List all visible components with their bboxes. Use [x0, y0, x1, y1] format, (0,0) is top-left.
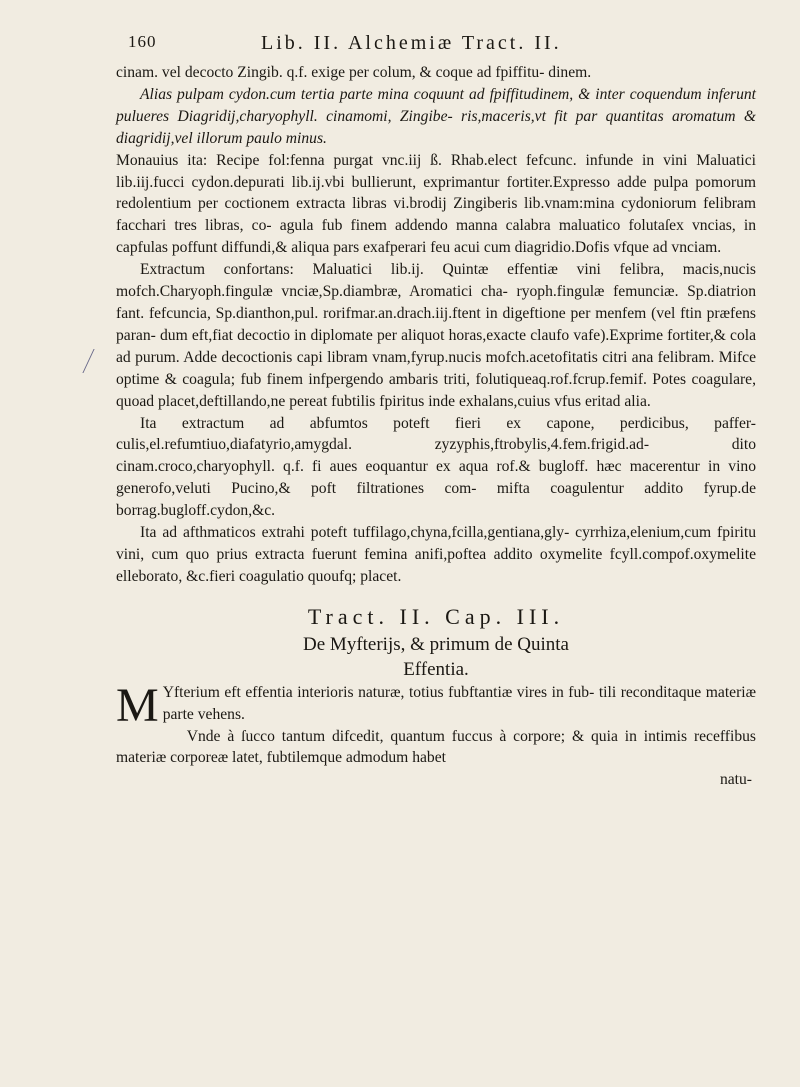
paragraph-mysterium-text: Yfterium eft effentia interioris naturæ, totius fubftantiæ vires in fub- tili reconditaque materiæ parte vehens. — [162, 683, 756, 723]
paragraph-extractum: Extractum confortans: Maluatici lib.ij. Quintæ effentiæ vini felibra, macis,nucis mofch.Charyoph.fingulæ vnciæ,Sp.diambræ, Aromatici cha- ryoph.fingulæ femunciæ. Sp.diatrion fant. fefcuncia, Sp.dianthon,pul. rorifmar.an.drach.iij.ftent in digeftione per menfem (vel ftin præfens paran- dum eft,fiat decoctio in diplomate per aliquot horas,exacte claufo vafe).Exprime fortiter,& cola ad purum. Adde decoctionis capi libram vnam,fyrup.nucis mofch.acetofitatis citri ana felibram. Mifce optime & coagula; fub finem infpergendo ambaris triti, folutiqueaq.rof.fcrup.femif. Potes coagulare, quoad placet,deftillando,ne pereat fubtilis fpiritus inde exhalans,cuius vfus eritad alia. — [116, 261, 756, 410]
paragraph-asthmaticos: Ita ad afthmaticos extrahi poteft tuffilago,chyna,fcilla,gentiana,gly- cyrrhiza,elenium,cum fpiritu vini, cum quo prius extracta fuerunt femina anifi,poftea addito oxymelite fcyll.compof.oxymelite elleborato, &c.fieri coagulatio quoufq; placet. — [116, 524, 756, 585]
catchword: natu- — [719, 771, 752, 789]
chapter-heading-block — [116, 602, 756, 682]
chapter-subtitle-line2: Effentia. — [403, 658, 469, 680]
paragraph-vnde: Vnde à ſucco tantum difcedit, quantum fuccus à corpore; & quia in intimis receffibus materiæ corporeæ latet, fubtilemque admodum habet — [116, 727, 756, 767]
running-title: Lib. II. Alchemiæ Tract. II. — [261, 32, 562, 54]
chapter-heading: Tract. II. Cap. III. — [307, 603, 565, 629]
paragraph-monauius: Monauius ita: Recipe fol:fenna purgat vnc.iij ß. Rhab.elect fefcunc. infunde in vini Maluatici lib.iij.fucci cydon.depurati lib.ij.vbi bullierunt, exprimantur fortiter.Expresso adde pulpa pomorum redolentium per coctionem extracta libras vi.brodij Zingiberis lib.vnam:mina cydoniorum felibram facchari tres libras, co- agula fub finem addendo manna calabra maluatico folutaſex vncias, in capfulas poffunt diffundi,& aliqua pars exafperari feu acui cum diagridio.Dofis vfque ad vnciam. — [116, 151, 756, 257]
drop-capital: M — [116, 678, 159, 732]
paragraph-mysterium — [116, 678, 756, 732]
paragraph-continuation: cinam. vel decocto Zingib. q.f. exige per colum, & coque ad fpiffitu- dinem. — [116, 64, 592, 81]
chapter-subtitle-line1: De Myfterijs, & primum de Quinta — [303, 633, 569, 655]
margin-pen-mark — [82, 349, 106, 373]
page-body — [116, 62, 756, 791]
page-number: 160 — [128, 32, 157, 51]
paragraph-capone: Ita extractum ad abfumtos poteft fieri ex capone, perdicibus, paffer- culis,el.refumtiuo,diafatyrio,amygdal. zyzyphis,ftrobylis,4.fem.frigid.ad- dito cinam.croco,charyophyll. q.f. fi aues eoquantur ex aqua rof.& bugloff. hæc macerentur in vino generofo,veluti Pucino,& poft filtrationes com- mifta coagulentur addito fyrup.de borrag.bugloff.cydon,&c. — [116, 414, 756, 520]
running-head — [116, 32, 756, 58]
paragraph-recipe-alias: Alias pulpam cydon.cum tertia parte mina coquunt ad fpiffitudinem, & inter coquendum inferunt pulueres Diagridij,charyophyll. cinamomi, Zingibe- ris,maceris,vt fit par quantitas aromatum & diagridij,vel illorum paulo minus. — [116, 85, 756, 147]
